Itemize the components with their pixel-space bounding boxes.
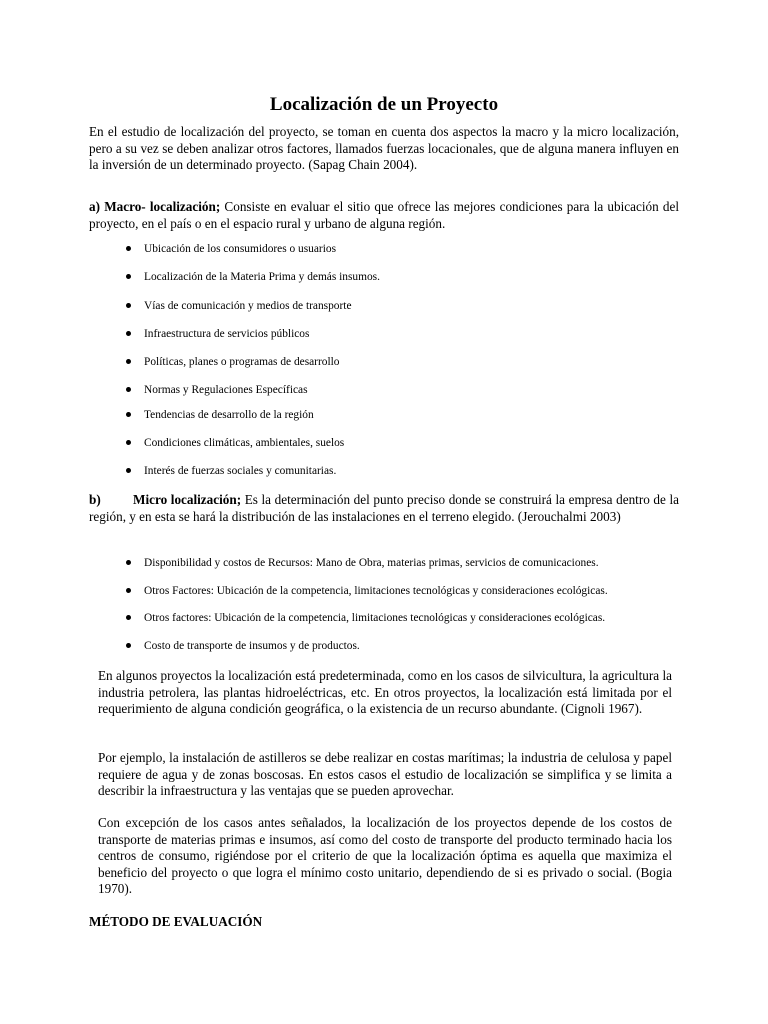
page-title: Localización de un Proyecto xyxy=(269,94,499,115)
intro-paragraph: En el estudio de localización del proyecto, se toman en cuenta dos aspectos la macro y la micro localización, pero a su vez se deben analizar otros factores, llamados fuerzas locacionales, que de alguna manera influyen en la inversión de un determinado proyecto. (Sapag Chain 2004). xyxy=(89,124,679,172)
bullet-icon xyxy=(126,615,131,620)
bullet-icon xyxy=(126,412,131,417)
bullet-icon xyxy=(126,359,131,364)
bullet-icon xyxy=(126,468,131,473)
micro-text: Es la determinación del punto preciso donde se construirá la empresa dentro de la región, y en esta se hará la distribución de las instalaciones en el terreno elegido. (Jerouchalmi 2003) xyxy=(89,492,679,524)
macro-text: Consiste en evaluar el sitio que ofrece las mejores condiciones para la ubicación del proyecto, en el país o en el espacio rural y urbano de alguna región. xyxy=(89,199,680,231)
macro-heading: a) Macro- localización; xyxy=(89,199,221,214)
macro-paragraph xyxy=(89,199,679,232)
document-page: Localización de un Proyecto En el estudio de localización del proyecto, se toman en cuenta dos aspectos la macro y la micro localización, pero a su vez se deben analizar otros factores, llamados fuerzas locacionales, que de alguna manera influyen en la inversión de un determinado proyecto. (Sapag Chain 2004). a) Macro- localización; Consiste en evaluar el sitio que ofrece las mejores condiciones para la ubicación del proyecto, en el país o en el espacio rural y urbano de alguna región. Ubicación de los consumidores o usuarios Localización de la Materia Prima y demás insumos. Vías de comunicación y medios de transporte Infraestructura de servicios públicos Políticas, planes o programas de desarrollo Normas y Regulaciones Específicas Tendencias de desarrollo de la región Condiciones climáticas, ambientales, suelos Interés de fuerzas sociales y comunitarias. b) Micro localización; Es la determinación del punto preciso donde se construirá la empresa dentro de la región, y en esta se hará la distribución de las instalaciones en el terreno elegido. (Jerouchalmi 2003) Disponibilidad y costos de Recursos: Mano de Obra, materias primas, servicios de comunicaciones. Otros Factores: Ubicación de la competencia, limitaciones tecnológicas y consideraciones ecológicas. Otros factores: Ubicación de la competencia, limitaciones tecnológicas y consideraciones ecológicas. Costo de transporte de insumos y de productos. En algunos proyectos la localización está predeterminada, como en los casos de silvicultura, la agricultura la industria petrolera, las plantas hidroeléctricas, etc. En otros proyectos, la localización está limitada por el requerimiento de alguna condición geográfica, o la existencia de un recurso abundante. (Cignoli 1967). Por ejemplo, la instalación de astilleros se debe realizar en costas marítimas; la industria de celulosa y papel requiere de agua y de zonas boscosas. En estos casos el estudio de localización se simplifica y se limita a describir la infraestructura y las ventajas que se pueden aprovechar. Con excepción de los casos antes señalados, la localización de los proyectos depende de los costos de transporte de materias primas e insumos, así como del costo de transporte del producto terminado hacia los centros de consumo, rigiéndose por el criterio de que la localización óptima es aquella que maximiza el beneficio del proyecto o que logra el mínimo costo unitario, dependiendo de si es privado o social. (Bogia 1970). MÉTODO DE EVALUACIÓN xyxy=(0,0,768,1024)
micro-paragraph xyxy=(89,492,679,525)
bullet-icon xyxy=(126,560,131,565)
body-paragraph: Con excepción de los casos antes señalados, la localización de los proyectos depende de los costos de transporte de materias primas e insumos, así como del costo de transporte del producto terminado hacia los centros de consumo, rigiéndose por el criterio de que la localización óptima es aquella que maximiza el beneficio del proyecto o que logra el mínimo costo unitario, dependiendo de si es privado o social. (Bogia 1970). xyxy=(98,815,672,896)
micro-heading: Micro localización; xyxy=(133,492,242,507)
micro-letter: b) xyxy=(89,492,101,507)
bullet-icon xyxy=(126,440,131,445)
bullet-icon xyxy=(126,387,131,392)
bullet-icon xyxy=(126,246,131,251)
body-paragraph: Por ejemplo, la instalación de astilleros se debe realizar en costas marítimas; la industria de celulosa y papel requiere de agua y de zonas boscosas. En estos casos el estudio de localización se simplifica y se limita a describir la infraestructura y las ventajas que se pueden aprovechar. xyxy=(98,750,672,798)
bullet-icon xyxy=(126,303,131,308)
body-paragraph: En algunos proyectos la localización está predeterminada, como en los casos de silvicultura, la agricultura la industria petrolera, las plantas hidroeléctricas, etc. En otros proyectos, la localización está limitada por el requerimiento de alguna condición geográfica, o la existencia de un recurso abundante. (Cignoli 1967). xyxy=(98,668,672,716)
bullet-icon xyxy=(126,331,131,336)
bullet-icon xyxy=(126,643,131,648)
bullet-icon xyxy=(126,588,131,593)
bullet-icon xyxy=(126,274,131,279)
section-heading: MÉTODO DE EVALUACIÓN xyxy=(89,914,263,929)
